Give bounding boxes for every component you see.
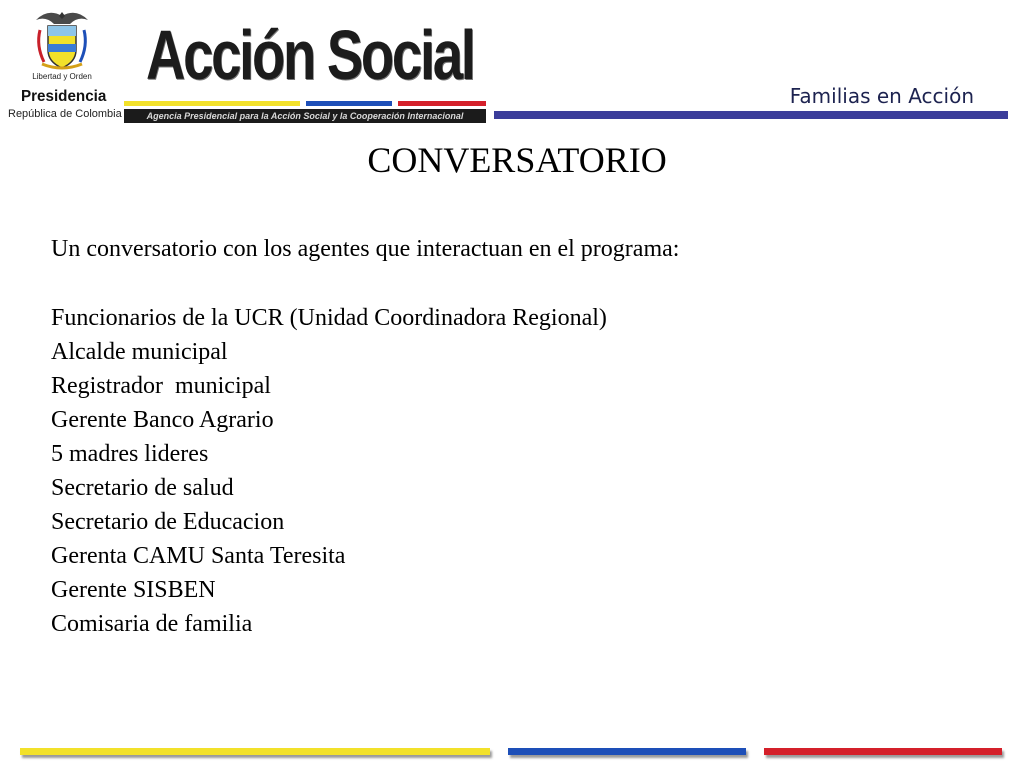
- footer-bar-red: [764, 748, 1002, 755]
- list-item: Funcionarios de la UCR (Unidad Coordinadora Regional): [51, 305, 607, 331]
- intro-text: Un conversatorio con los agentes que interactuan en el programa:: [51, 236, 680, 262]
- presidency-label: Presidencia: [21, 88, 107, 105]
- brand-line-yellow: [124, 101, 300, 106]
- list-item: Secretario de Educacion: [51, 509, 285, 535]
- list-item: 5 madres lideres: [51, 441, 209, 467]
- footer-bar-blue: [508, 748, 746, 755]
- country-label: República de Colombia: [8, 108, 122, 120]
- list-item: Gerente SISBEN: [51, 577, 216, 603]
- list-item: Alcalde municipal: [51, 339, 228, 365]
- agents-list: [51, 301, 607, 641]
- brand-subtitle: Agencia Presidencial para la Acción Social y la Cooperación Internacional: [124, 109, 486, 123]
- list-item: Comisaria de familia: [51, 611, 253, 637]
- brand-logo-text: Acción Social: [146, 16, 474, 94]
- colombia-coat-of-arms-icon: [30, 6, 94, 72]
- slide-title: CONVERSATORIO: [367, 140, 667, 180]
- list-item: Gerente Banco Agrario: [51, 407, 274, 433]
- brand-line-blue: [306, 101, 392, 106]
- brand-line-red: [398, 101, 486, 106]
- footer-bar-yellow: [20, 748, 490, 755]
- crest-motto: Libertad y Orden: [32, 72, 92, 81]
- list-item: Registrador municipal: [51, 373, 271, 399]
- list-item: Gerenta CAMU Santa Teresita: [51, 543, 346, 569]
- header-rule: [494, 111, 1008, 119]
- program-name: Familias en Acción: [789, 84, 974, 108]
- list-item: Secretario de salud: [51, 475, 234, 501]
